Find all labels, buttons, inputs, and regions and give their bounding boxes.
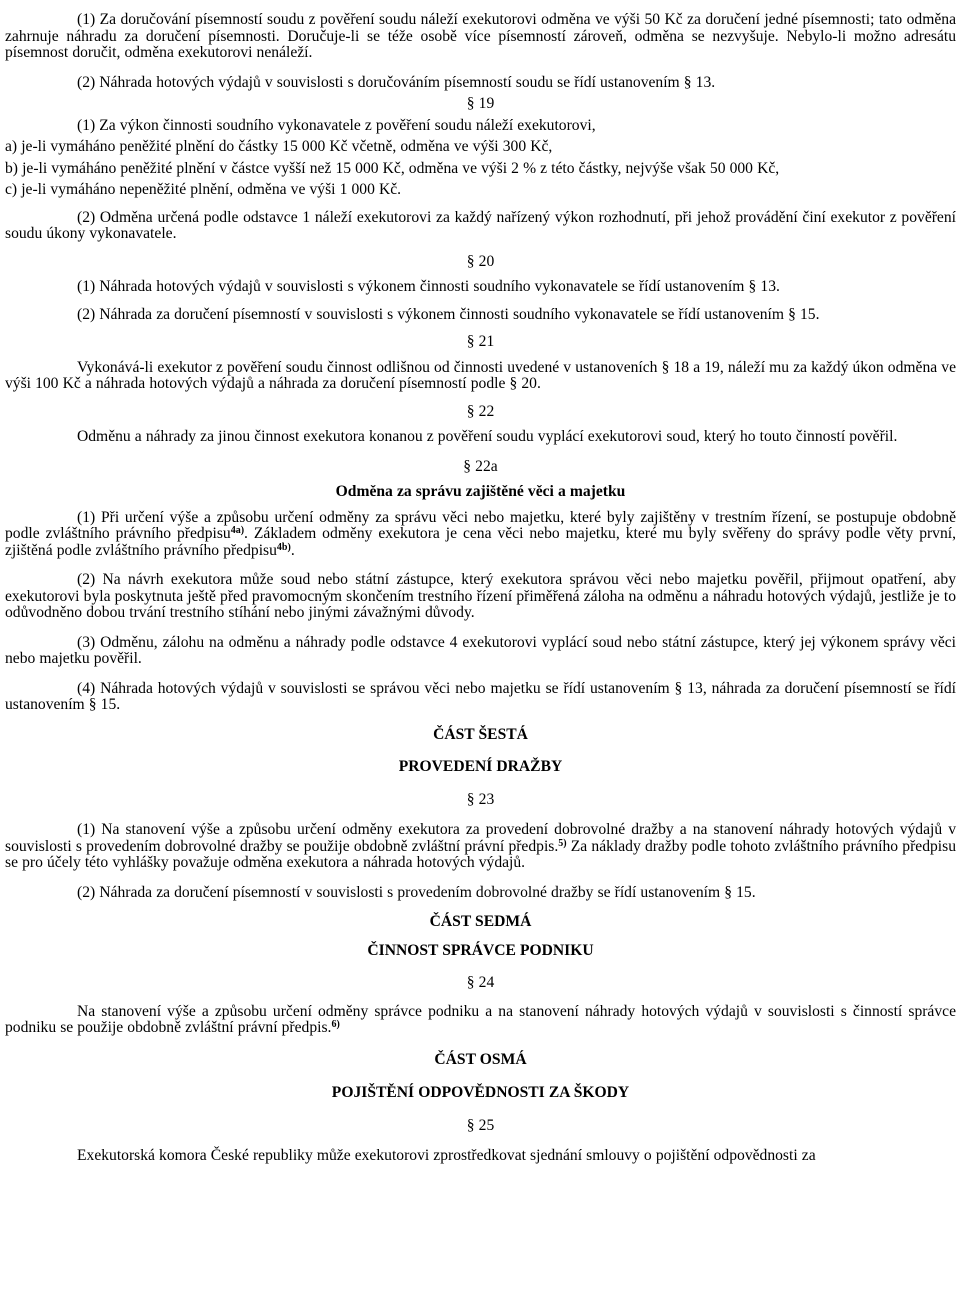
section-number: § 22a [463, 457, 498, 475]
paragraph: Odměnu a náhrady za jinou činnost exekutora konanou z pověření soudu vyplácí exekutorovi soud, který ho touto činností pověřil. [77, 428, 898, 445]
paragraph-text: (1) Při určení výše a způsobu určení odměny za správu věci nebo majetku, které byly zajištěny v trestním řízení, se postupuje obdobně podle zvláštního právního předpisu [5, 508, 956, 542]
paragraph [5, 1004, 956, 1037]
paragraph: (1) Za výkon činnosti soudního vykonavatele z pověření soudu náleží exekutorovi, [77, 116, 596, 134]
paragraph-text: Na stanovení výše a způsobu určení odměny správce podniku a na stanovení náhrady hotových výdajů v souvislosti s činností správce podniku se použije obdobně zvláštní právní předpis. [5, 1002, 956, 1036]
section-heading: ČINNOST SPRÁVCE PODNIKU [367, 941, 594, 959]
paragraph: (1) Náhrada hotových výdajů v souvislosti s výkonem činnosti soudního vykonavatele se řídí ustanovením § 13. [77, 278, 780, 295]
list-item: c) je-li vymáháno nepeněžité plnění, odměna ve výši 1 000 Kč. [5, 181, 402, 198]
section-heading: PROVEDENÍ DRAŽBY [398, 758, 563, 775]
footnote-ref: 5) [558, 837, 567, 849]
section-heading: POJIŠTĚNÍ ODPOVĚDNOSTI ZA ŠKODY [331, 1084, 630, 1101]
section-number: § 23 [466, 790, 495, 808]
paragraph: Exekutorská komora České republiky může exekutorovi zprostředkovat sjednání smlouvy o pojištění odpovědnosti za [77, 1147, 816, 1164]
section-heading: ČÁST SEDMÁ [429, 913, 532, 930]
paragraph [5, 822, 956, 872]
paragraph: (2) Odměna určená podle odstavce 1 náleží exekutorovi za každý nařízený výkon rozhodnutí, při jehož provádění činí exekutor z pověření soudu úkony vykonavatele. [5, 208, 956, 242]
paragraph: (2) Náhrada za doručení písemností v souvislosti s provedením dobrovolné dražby se řídí ustanovením § 15. [77, 883, 756, 901]
section-number: § 24 [466, 974, 495, 991]
section-number: § 25 [466, 1116, 495, 1134]
list-item: b) je-li vymáháno peněžité plnění v částce vyšší než 15 000 Kč, odměna ve výši 2 % z této částky, nejvýše však 50 000 Kč, [5, 159, 780, 177]
section-number: § 20 [466, 252, 495, 270]
section-heading: ČÁST ŠESTÁ [433, 725, 528, 743]
section-number: § 19 [466, 95, 495, 112]
paragraph-text: . Základem odměny exekutora je cena věci nebo majetku, které mu byly svěřeny do správy podle věty první, zjištěná podle zvláštního právního předpisu [5, 525, 957, 559]
paragraph: (3) Odměnu, zálohu na odměnu a náhrady podle odstavce 4 exekutorovi vyplácí soud nebo státní zástupce, který jej výkonem správy věci nebo majetku pověřil. [5, 633, 956, 667]
paragraph: (2) Náhrada hotových výdajů v souvislosti s doručováním písemností soudu se řídí ustanovením § 13. [77, 73, 716, 91]
footnote-ref: 6) [331, 1019, 340, 1030]
list-item: a) je-li vymáháno peněžité plnění do částky 15 000 Kč včetně, odměna ve výši 300 Kč, [5, 138, 553, 155]
footnote-ref: 4a) [230, 525, 245, 536]
paragraph [5, 510, 956, 560]
section-heading: ČÁST OSMÁ [434, 1050, 527, 1068]
paragraph: (1) Za doručování písemností soudu z pověření soudu náleží exekutorovi odměna ve výši 50 Kč za doručení jedné písemnosti; tato odměna zahrnuje náhradu za doručení písemnosti. Doručuje-li se téže osobě více písemností zároveň, odměna se nezvyšuje. Nebylo-li možno adresátu písemnost doručit, odměna exekutorovi nenáleží. [5, 11, 956, 61]
paragraph-text: . [290, 541, 295, 559]
footnote-ref: 4b) [276, 541, 291, 553]
paragraph-text: (1) Na stanovení výše a způsobu určení odměny exekutora za provedení dobrovolné dražby a na stanovení náhrady hotových výdajů v souvislosti s provedením dobrovolné dražby se použije obdobně zvláštní právní předpis. [5, 821, 956, 855]
paragraph: (2) Náhrada za doručení písemností v souvislosti s výkonem činnosti soudního vykonavatele se řídí ustanovením § 15. [77, 305, 820, 323]
section-number: § 22 [466, 402, 495, 420]
paragraph-text: Za náklady dražby podle tohoto zvláštního právního předpisu se pro účely této vyhlášky považuje odměna exekutora a náhrada hotových výdajů. [5, 837, 956, 871]
paragraph: (4) Náhrada hotových výdajů v souvislosti se správou věci nebo majetku se řídí ustanovením § 13, náhrada za doručení písemností se řídí ustanovením § 15. [5, 679, 956, 713]
paragraph: Vykonává-li exekutor z pověření soudu činnost odlišnou od činnosti uvedené v ustanoveních § 18 a 19, náleží mu za každý úkon odměna ve výši 100 Kč a náhrada hotových výdajů a náhrada za doručení písemností podle § 20. [5, 358, 956, 392]
paragraph: (2) Na návrh exekutora může soud nebo státní zástupce, který exekutora správou věci nebo majetku pověřil, přijmout opatření, aby exekutorovi byla poskytnuta ještě před pravomocným skončením trestního řízení přiměřená záloha na odměnu a náhradu hotových výdajů, jestliže je to odůvodněno dobou trvání trestního stíhání nebo jinými závažnými důvody. [5, 571, 956, 621]
section-number: § 21 [466, 333, 495, 350]
section-heading: Odměna za správu zajištěné věci a majetku [335, 483, 626, 500]
